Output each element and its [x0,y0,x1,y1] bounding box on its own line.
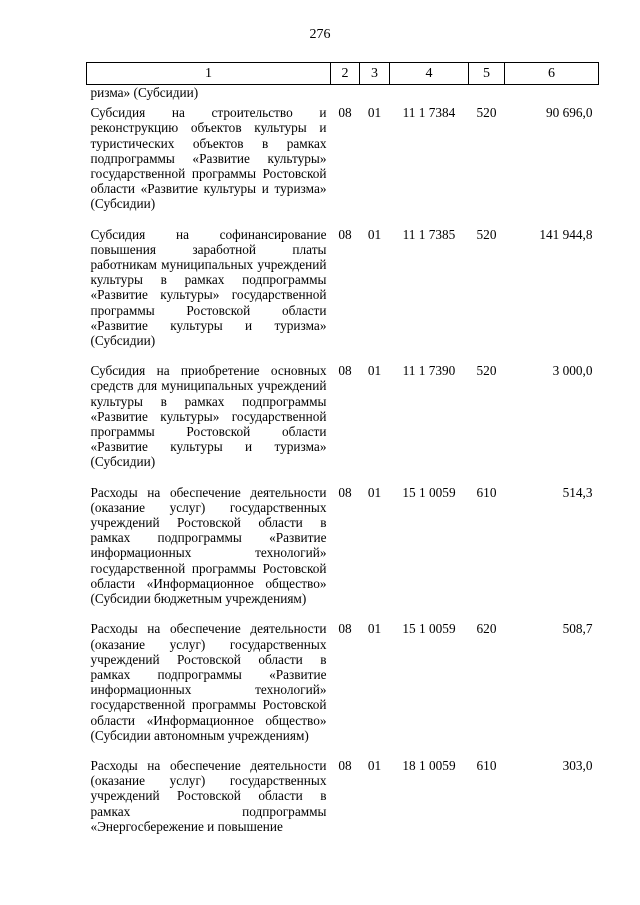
row-expense-type: 610 [476,484,497,500]
row-target-article: 11 1 7384 [402,105,456,121]
table-row [87,102,599,223]
row-amount: 90 696,0 [545,105,593,121]
row-subsection: 01 [367,621,382,637]
row-target-article: 15 1 0059 [402,621,456,637]
row-subsection: 01 [367,363,382,379]
row-target-article: 18 1 0059 [402,757,456,773]
row-description: Расходы на обеспечение деятельности (оказание услуг) государственных учреждений Ростовской области в рамках подпрограммы «Энергосбережение и повышение [90,757,327,834]
row-description: Расходы на обеспечение деятельности (оказание услуг) государственных учреждений Ростовской области в рамках подпрограммы «Развитие информационных технологий» государственной программы Ростовской области «Информационное общество» (Субсидии автономным учреждениям) [90,621,327,743]
row-subsection [360,85,390,103]
row-expense-type [469,85,505,103]
row-description: Расходы на обеспечение деятельности (оказание услуг) государственных учреждений Ростовской области в рамках подпрограммы «Развитие информационных технологий» государственной программы Ростовской области «Информационное общество» (Субсидии бюджетным учреждениям) [90,484,327,607]
row-target-article: 11 1 7385 [402,226,456,242]
row-amount: 3 000,0 [552,363,593,379]
row-amount: 303,0 [562,757,593,773]
table-row [87,360,599,481]
row-section: 08 [338,621,352,637]
row-description: Субсидия на строительство и реконструкцию объектов культуры и туристических объектов в рамках подпрограммы «Развитие культуры» государственной программы Ростовской области «Развитие культуры и туризма» (Субсидии) [90,105,327,212]
row-section: 08 [338,105,352,121]
table-header-row [87,63,599,85]
table-row [87,618,599,755]
row-expense-type: 620 [476,621,497,637]
row-description: Субсидия на приобретение основных средств для муниципальных учреждений культуры в рамках подпрограммы «Развитие культуры» государственной программы Ростовской области «Развитие культуры и туризма» (Субсидии) [90,363,327,470]
row-expense-type: 520 [476,363,497,379]
table-row [87,482,599,619]
row-amount: 141 944,8 [539,226,593,242]
row-target-article [390,85,469,103]
col-header-4: 4 [390,63,469,85]
row-section: 08 [338,757,352,773]
row-section: 08 [338,363,352,379]
row-amount [505,85,599,103]
table-row [87,224,599,361]
col-header-3: 3 [360,63,390,85]
row-expense-type: 520 [476,226,497,242]
budget-table [86,62,599,846]
row-amount: 508,7 [562,621,593,637]
row-expense-type: 610 [476,757,497,773]
row-subsection: 01 [367,105,382,121]
row-expense-type: 520 [476,105,497,121]
row-section: 08 [338,226,352,242]
row-amount: 514,3 [562,484,593,500]
row-section [331,85,360,103]
row-subsection: 01 [367,226,382,242]
col-header-1: 1 [87,63,331,85]
row-target-article: 11 1 7390 [402,363,456,379]
table-row [87,755,599,846]
row-description: Субсидия на софинансирование повышения заработной платы работникам муниципальных учреждений культуры в рамках подпрограммы «Развитие культуры» государственной программы Ростовской области «Развитие культуры и туризма» (Субсидии) [90,226,327,349]
col-header-2: 2 [331,63,360,85]
table-row [87,85,599,103]
col-header-6: 6 [505,63,599,85]
page-number: 276 [309,27,331,42]
col-header-5: 5 [469,63,505,85]
row-description: ризма» (Субсидии) [90,85,199,100]
row-section: 08 [338,484,352,500]
row-target-article: 15 1 0059 [402,484,456,500]
row-subsection: 01 [367,757,382,773]
row-subsection: 01 [367,484,382,500]
